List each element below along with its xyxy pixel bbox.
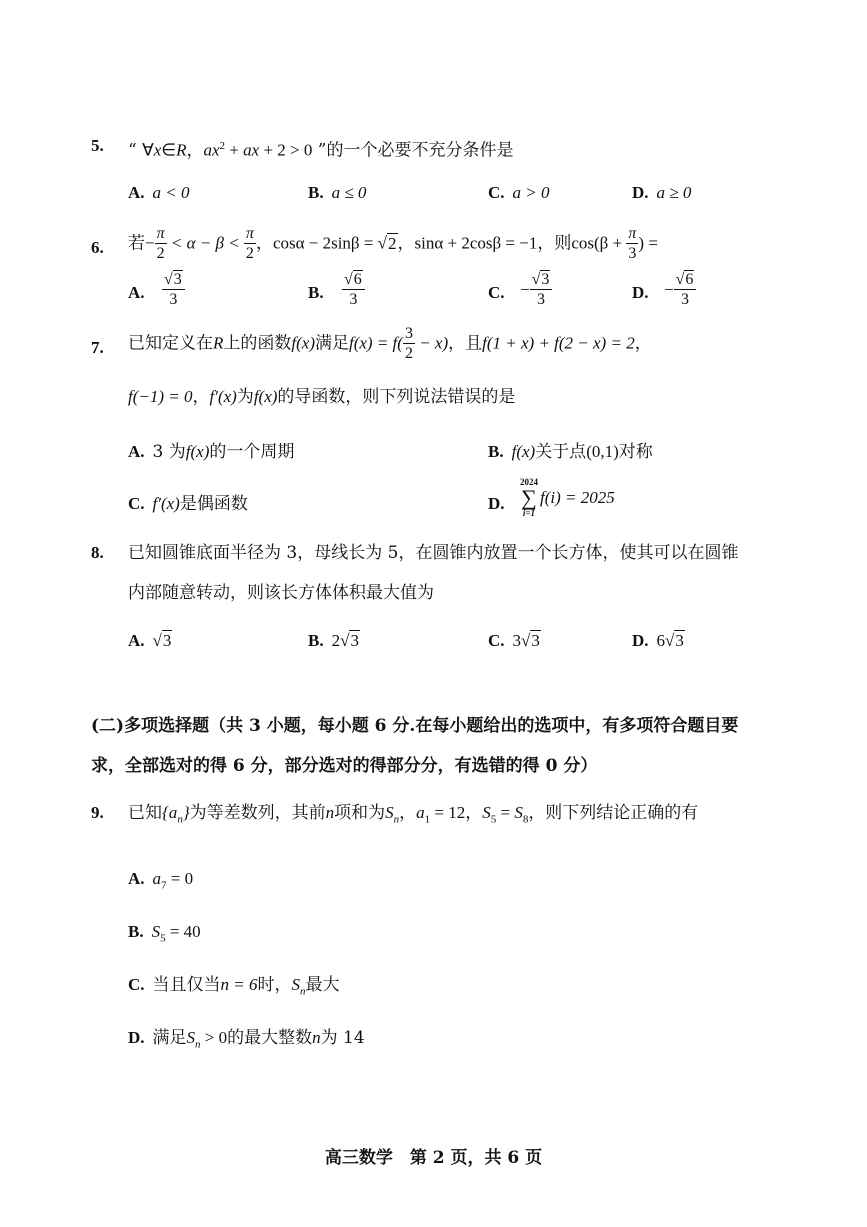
question-number: 9. [91,803,104,822]
sqrt: √2 [377,233,397,253]
question-stem: 若− $\frac{\pi}{2}$ < α − β < $\frac{\pi}{2}$ ，cosα − 2sinβ = √2，sinα + 2cosβ = −1，则cos(β + $\frac{\pi}{3}$ ) = [128,225,658,262]
option-b-value: $\frac{√6}{3}$ [342,272,365,308]
question-number: 8. [91,543,104,562]
option-a: A. [128,283,145,302]
option-d: D. [488,494,505,513]
option-d: D. [632,283,649,302]
page-footer: 高三数学 第 2 页，共 6 页 [324,1148,543,1168]
option-d: D. a ≥ 0 [632,183,692,202]
option-c-value: − $\frac{√3}{3}$ [520,272,552,308]
option-a-value: $\frac{√3}{3}$ [162,272,185,308]
fraction: $\frac{3}{2}$ [404,325,413,362]
option-b: B. f(x)关于点(0,1)对称 [488,442,653,462]
fraction: $\frac{\pi}{2}$ [156,225,165,262]
option-c: C. [488,283,505,302]
exam-page: 5. “ ∀x∈R，$ax^2$ + ax + 2 > 0 ”的一个必要不充分条件是 A. a < 0 B. a ≤ 0 C. a > 0 D. a ≥ 0 6. 若− $\frac{\pi}{2}$ < α − β < $\frac{\pi}{2}$ ，cosα − 2sinβ = √2，sinα + 2cosβ = −1，则cos(β + $\frac{\pi}{3}$ ) = A. $\frac{√3}{3}$ B. $\frac{√6}{3}$ C. − $\frac{√3}{3}$ D. − $\frac{√6}{3}$ 7. 已知定义在R上的函数f(x)满足f(x) = f( $\frac{3}{2}$ − x)，且f(1 + x) + f(2 − x) = 2， f(−1) = 0，f′(x)为f(x)的导函数，则下列说法错误的是 A. 3 为f(x)的一个周期 B. f(x)关于点(0,1)对称 C. f′(x)是偶函数 D. 2024 ∑ i=1 f(i) = 2025 8. 已知圆锥底面半径为 3，母线长为 5，在圆锥内放置一个长方体，使其可以在圆锥 内部随意转动，则该长方体体积最大值为 A. √3 B. 2√3 C. 3√3 D. 6√3 (二)多项选择题（共 3 小题，每小题 6 分.在每小题给出的选项中，有多项符合题目要 求，全部选对的得 6 分，部分选对的得部分分，有选错的得 0 分） 9. 已知$\{a_n\}$为等差数列，其前n项和为$S_n$，$a_1 = 12$，$S_5 = S_8$，则下列结论正确的有 A. $a_7 = 0$ B. $S_5 = 40$ C. 当且仅当n = 6时，$S_n$最大 D. 满足$S_n > 0$的最大整数n为 14 高三数学 第 2 页，共 6 页 [0,0,867,1227]
option-d-value: − $\frac{√6}{3}$ [664,272,696,308]
option-c: C. a > 0 [488,183,550,202]
option-a: A. √3 [128,631,172,650]
fraction: $\frac{\pi}{3}$ [628,225,637,262]
question-stem: 已知定义在R上的函数f(x)满足f(x) = f( $\frac{3}{2}$ − x)，且f(1 + x) + f(2 − x) = 2， [128,325,652,362]
question-stem: 已知圆锥底面半径为 3，母线长为 5，在圆锥内放置一个长方体，使其可以在圆锥 [128,543,739,563]
option-d-sum: 2024 ∑ i=1 f(i) = 2025 [520,477,615,518]
summation: 2024 ∑ i=1 [520,477,538,518]
section-heading: (二)多项选择题（共 3 小题，每小题 6 分.在每小题给出的选项中，有多项符合题目要 [91,716,739,736]
question-number: 5. [91,136,104,155]
fraction: $\frac{\pi}{2}$ [245,225,254,262]
option-a: A. 3 为f(x)的一个周期 [128,442,295,462]
option-b: B. a ≤ 0 [308,183,367,202]
question-stem: “ ∀x∈R，$ax^2$ + ax + 2 > 0 ”的一个必要不充分条件是 [128,140,514,161]
question-stem: 已知$\{a_n\}$为等差数列，其前n项和为$S_n$，$a_1 = 12$，$S_5 = S_8$，则下列结论正确的有 [128,803,699,826]
option-b: B. 2√3 [308,631,359,650]
option-b: B. [308,283,324,302]
section-heading-line-2: 求，全部选对的得 6 分，部分选对的得部分分，有选错的得 0 分） [91,756,598,776]
question-number: 6. [91,238,104,257]
question-number: 7. [91,338,104,357]
option-c: C. f′(x)是偶函数 [128,494,248,514]
option-c: C. 3√3 [488,631,540,650]
option-d: D. 6√3 [632,631,684,650]
option-a: A. a < 0 [128,183,190,202]
